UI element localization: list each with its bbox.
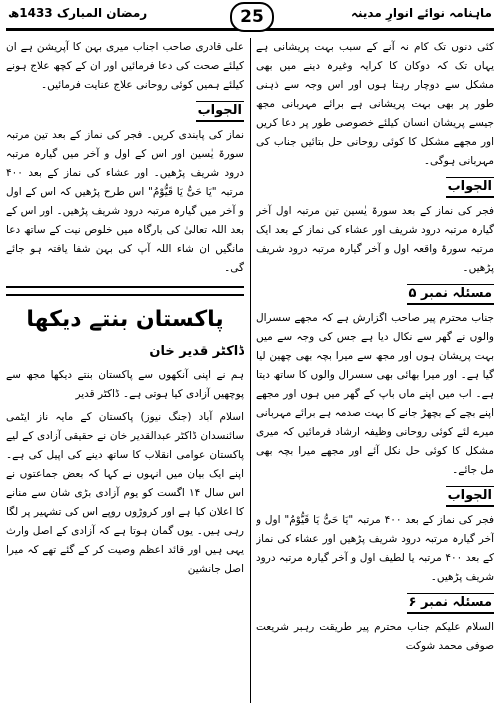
answer-heading: الجواب	[446, 177, 494, 198]
article-paragraph: اسلام آباد (جنگ نیوز) پاکستان کے مایہ ناز ایٹمی سائنسدان ڈاکٹر عبدالقدیر خان نے حقیقی آزادی کے لیے پاکستان عوامی انقلاب کا ساتھ دینے کی اپیل کی ہے۔ اپنے ایک بیان میں انہوں نے کہا کہ بعض جماعتوں نے اس سال ۱۴ اگست کو یوم آزادی بڑی شان سے منانے کا اعلان کیا ہے اور کروڑوں روپے اس کی تشہیر پر لگا رہی ہیں۔ یوں گمان ہوتا ہے کہ آزادی کے اصل وارث یہی ہیں اور قائد اعظم وصیت کر کے گئے تھے کہ میرا اصل جانشین	[6, 411, 244, 575]
page-number: 25	[230, 2, 274, 32]
question-6-text: السلام علیکم جناب محترم پیر طریقت رہبر شریعت صوفی محمد شوکت	[256, 621, 494, 652]
answer-text: نماز کی پابندی کریں۔ فجر کی نماز کے بعد تین مرتبہ سورۃ یٰسین اور اس کے اول و آخر میں گیارہ مرتبہ درود شریف پڑھیں۔ اور عشاء کی نماز کے بعد ۴۰۰ مرتبہ "یَا حَیُّ یَا قَیُّوْمُ" اس طرح پڑھیں کہ اس کے اول و آخر میں گیارہ مرتبہ درود شریف پڑھیں۔ اور اس کے بعد اللہ تعالیٰ کی بارگاہ میں خلوص نیت کے ساتھ دعا مانگیں ان شاء اللہ آپ کی بہن شفا یافتہ ہو جائے گی۔	[6, 129, 244, 274]
page-header	[0, 0, 500, 36]
issue-label: رمضان المبارک 1433ھ	[8, 6, 148, 20]
article-author: ڈاکٹر قدیر خان	[149, 344, 244, 359]
question-text: کئی دنوں تک کام نہ آنے کے سبب بہت پریشانی ہے یہاں تک کہ دوکان کا کرایہ وغیرہ دینے میں بھی مشکل سے دوچار رہتا ہوں اور اس وجہ سے ذہنی طور پر بھی بہت پریشانی ہے برائے مہربانی مجھ جیسے پریشان انسان کیلئے خصوصی طور پر دعا کریں اور مجھے مشکل کا کوئی روحانی حل بتائیں جناب کی مہربانی ہوگی۔	[256, 41, 494, 167]
answer-text: فجر کی نماز کے بعد سورۃ یٰسین تین مرتبہ اول آخر گیارہ مرتبہ درود شریف اور عشاء کی نماز کے بعد ایک مرتبہ سورۃ واقعہ اول و آخر گیارہ مرتبہ درود شریف پڑھیں۔	[256, 205, 494, 274]
column-divider	[250, 38, 251, 703]
right-column	[256, 38, 494, 703]
answer-text: فجر کی نماز کے بعد ۴۰۰ مرتبہ "یَا حَیُّ یَا قَیُّوْمُ" اول و آخر گیارہ مرتبہ درود شریف پڑھیں اور عشاء کی نماز کے بعد ۴۰۰ مرتبہ یا لطیف اول و آخر گیارہ مرتبہ درود شریف پڑھیں۔	[256, 514, 494, 583]
section-separator	[6, 286, 244, 296]
question-6-heading: مسئلہ نمبر ۶	[407, 593, 495, 614]
question-text: علی قادری صاحب اجناب میری بہن کا آپریشن ہے ان کیلئے صحت کی دعا فرمائیں اور ان کے کچھ علاج ہونے کیلئے ہمیں کوئی روحانی علاج عنایت فرمائیں۔	[6, 41, 244, 91]
magazine-title: ماہنامہ نوائے انوارِ مدینہ	[350, 6, 492, 20]
article-paragraph: ہم نے اپنی آنکھوں سے پاکستان بنتے دیکھا مجھ سے پوچھیں آزادی کیا ہوتی ہے۔ ڈاکٹر قدیر	[6, 369, 244, 400]
left-column	[6, 38, 244, 703]
answer-heading: الجواب	[446, 486, 494, 507]
question-5-heading: مسئلہ نمبر ۵	[407, 284, 495, 305]
article-title: پاکستان بنتے دیکھا	[26, 307, 224, 332]
answer-heading: الجواب	[196, 101, 244, 122]
question-5-text: جناب محترم پیر صاحب اگزارش ہے کہ مجھے سسرال والوں نے گھر سے نکال دیا ہے جس کی وجہ سے میں بہت پریشان ہوں اور مجھ سے میرا بچہ بھی چھین لیا گیا ہے۔ اور میرا بھائی بھی سسرال والوں کا ساتھ دیتا ہے۔ اب میں اپنے ماں باپ کے گھر میں ہوں اور مجھے اپنے بچے کے بچھڑ جانے کا بہت صدمہ ہے برائے مہربانی میرے لئے کوئی روحانی وظیفہ ارشاد فرمائیں کہ میری مشکل کا کوئی حل نکل آئے اور مجھے میرا بچہ بھی مل جائے۔	[256, 312, 494, 476]
